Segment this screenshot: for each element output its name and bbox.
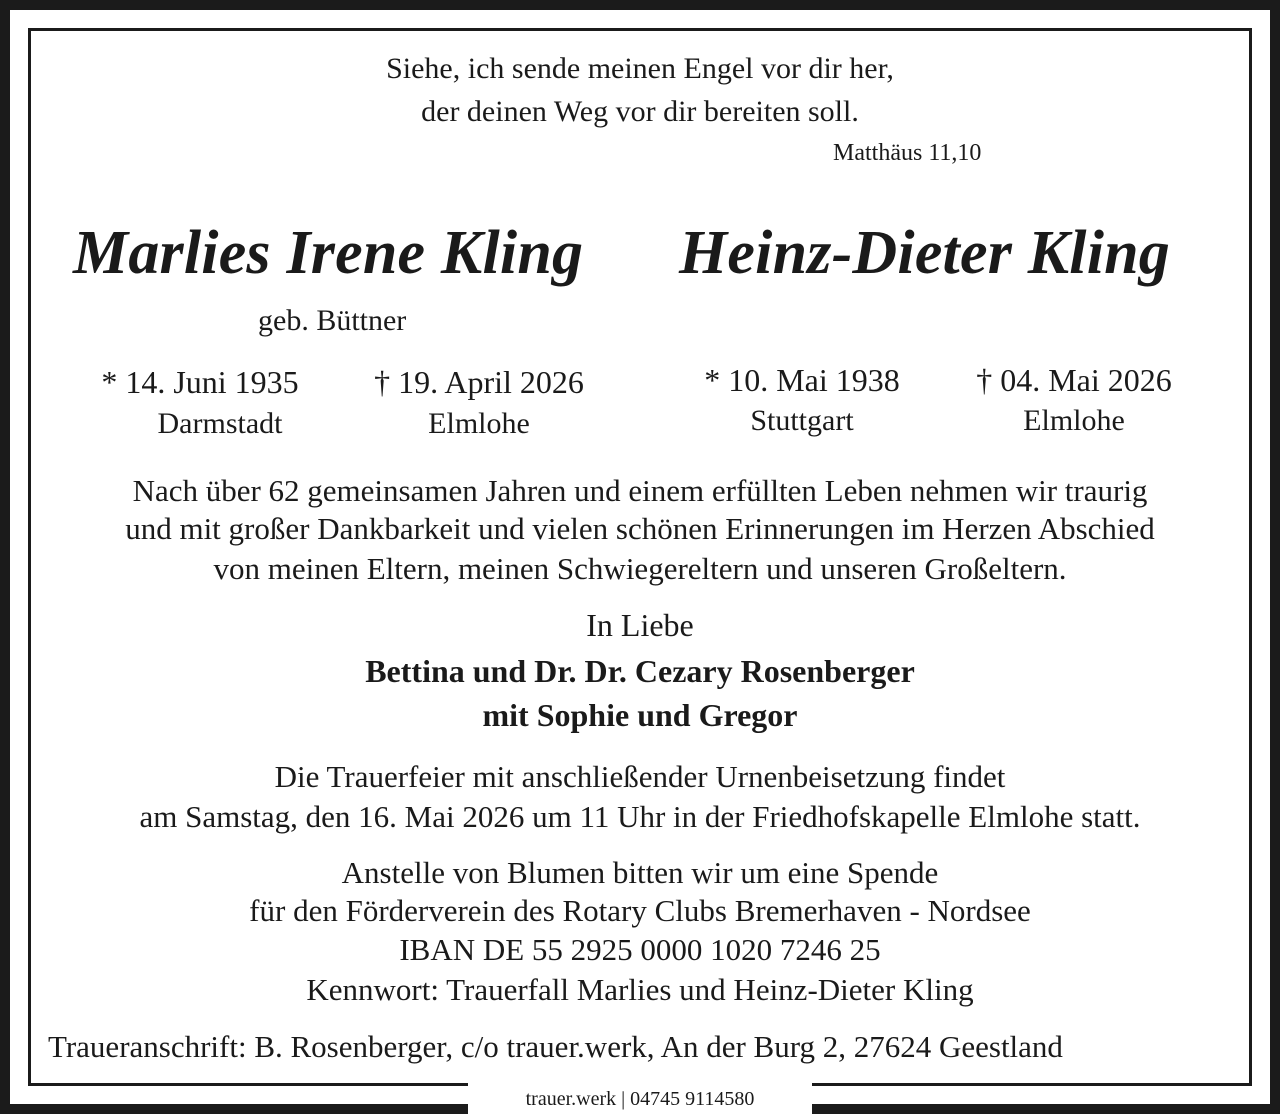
person1-birth-date: * 14. Juni 1935 <box>101 364 299 400</box>
signature-line-2: mit Sophie und Gregor <box>482 697 798 733</box>
verse-line-1: Siehe, ich sende meinen Engel vor dir her, <box>386 52 894 85</box>
person2-birth-place: Stuttgart <box>750 404 854 437</box>
donation-keyword: Kennwort: Trauerfall Marlies und Heinz-Dieter Kling <box>306 972 974 1007</box>
footer-contact: trauer.werk | 04745 9114580 <box>468 1080 812 1114</box>
funeral-line-2: am Samstag, den 16. Mai 2026 um 11 Uhr in der Friedhofskapelle Elmlohe statt. <box>139 799 1141 834</box>
verse-reference: Matthäus 11,10 <box>833 140 982 166</box>
funeral-line-1: Die Trauerfeier mit anschließender Urnenbeisetzung findet <box>274 759 1006 794</box>
person2-death-place: Elmlohe <box>1023 404 1125 437</box>
donation-line-2: für den Förderverein des Rotary Clubs Bremerhaven - Nordsee <box>249 893 1031 928</box>
signature-line-1: Bettina und Dr. Dr. Cezary Rosenberger <box>365 653 915 689</box>
verse-line-2: der deinen Weg vor dir bereiten soll. <box>421 95 859 128</box>
farewell-line-1: Nach über 62 gemeinsamen Jahren und einem erfüllten Leben nehmen wir traurig <box>132 473 1148 508</box>
person1-death-place: Elmlohe <box>428 407 530 440</box>
mourning-address: Traueranschrift: B. Rosenberger, c/o trauer.werk, An der Burg 2, 27624 Geestland <box>48 1029 1063 1064</box>
person1-name: Marlies Irene Kling <box>73 219 584 287</box>
donation-line-1: Anstelle von Blumen bitten wir um eine Spende <box>341 855 939 890</box>
person1-death-date: † 19. April 2026 <box>374 364 584 400</box>
person1-maiden-name: geb. Büttner <box>258 304 407 337</box>
farewell-line-2: und mit großer Dankbarkeit und vielen schönen Erinnerungen im Herzen Abschied <box>125 511 1155 546</box>
donation-iban: IBAN DE 55 2925 0000 1020 7246 25 <box>399 932 881 967</box>
farewell-line-3: von meinen Eltern, meinen Schwiegereltern und unseren Großeltern. <box>213 551 1067 586</box>
person2-name: Heinz-Dieter Kling <box>679 219 1171 287</box>
person2-death-date: † 04. Mai 2026 <box>976 362 1172 398</box>
person2-birth-date: * 10. Mai 1938 <box>704 362 900 398</box>
signature-intro: In Liebe <box>586 607 694 643</box>
person1-birth-place: Darmstadt <box>157 407 283 440</box>
